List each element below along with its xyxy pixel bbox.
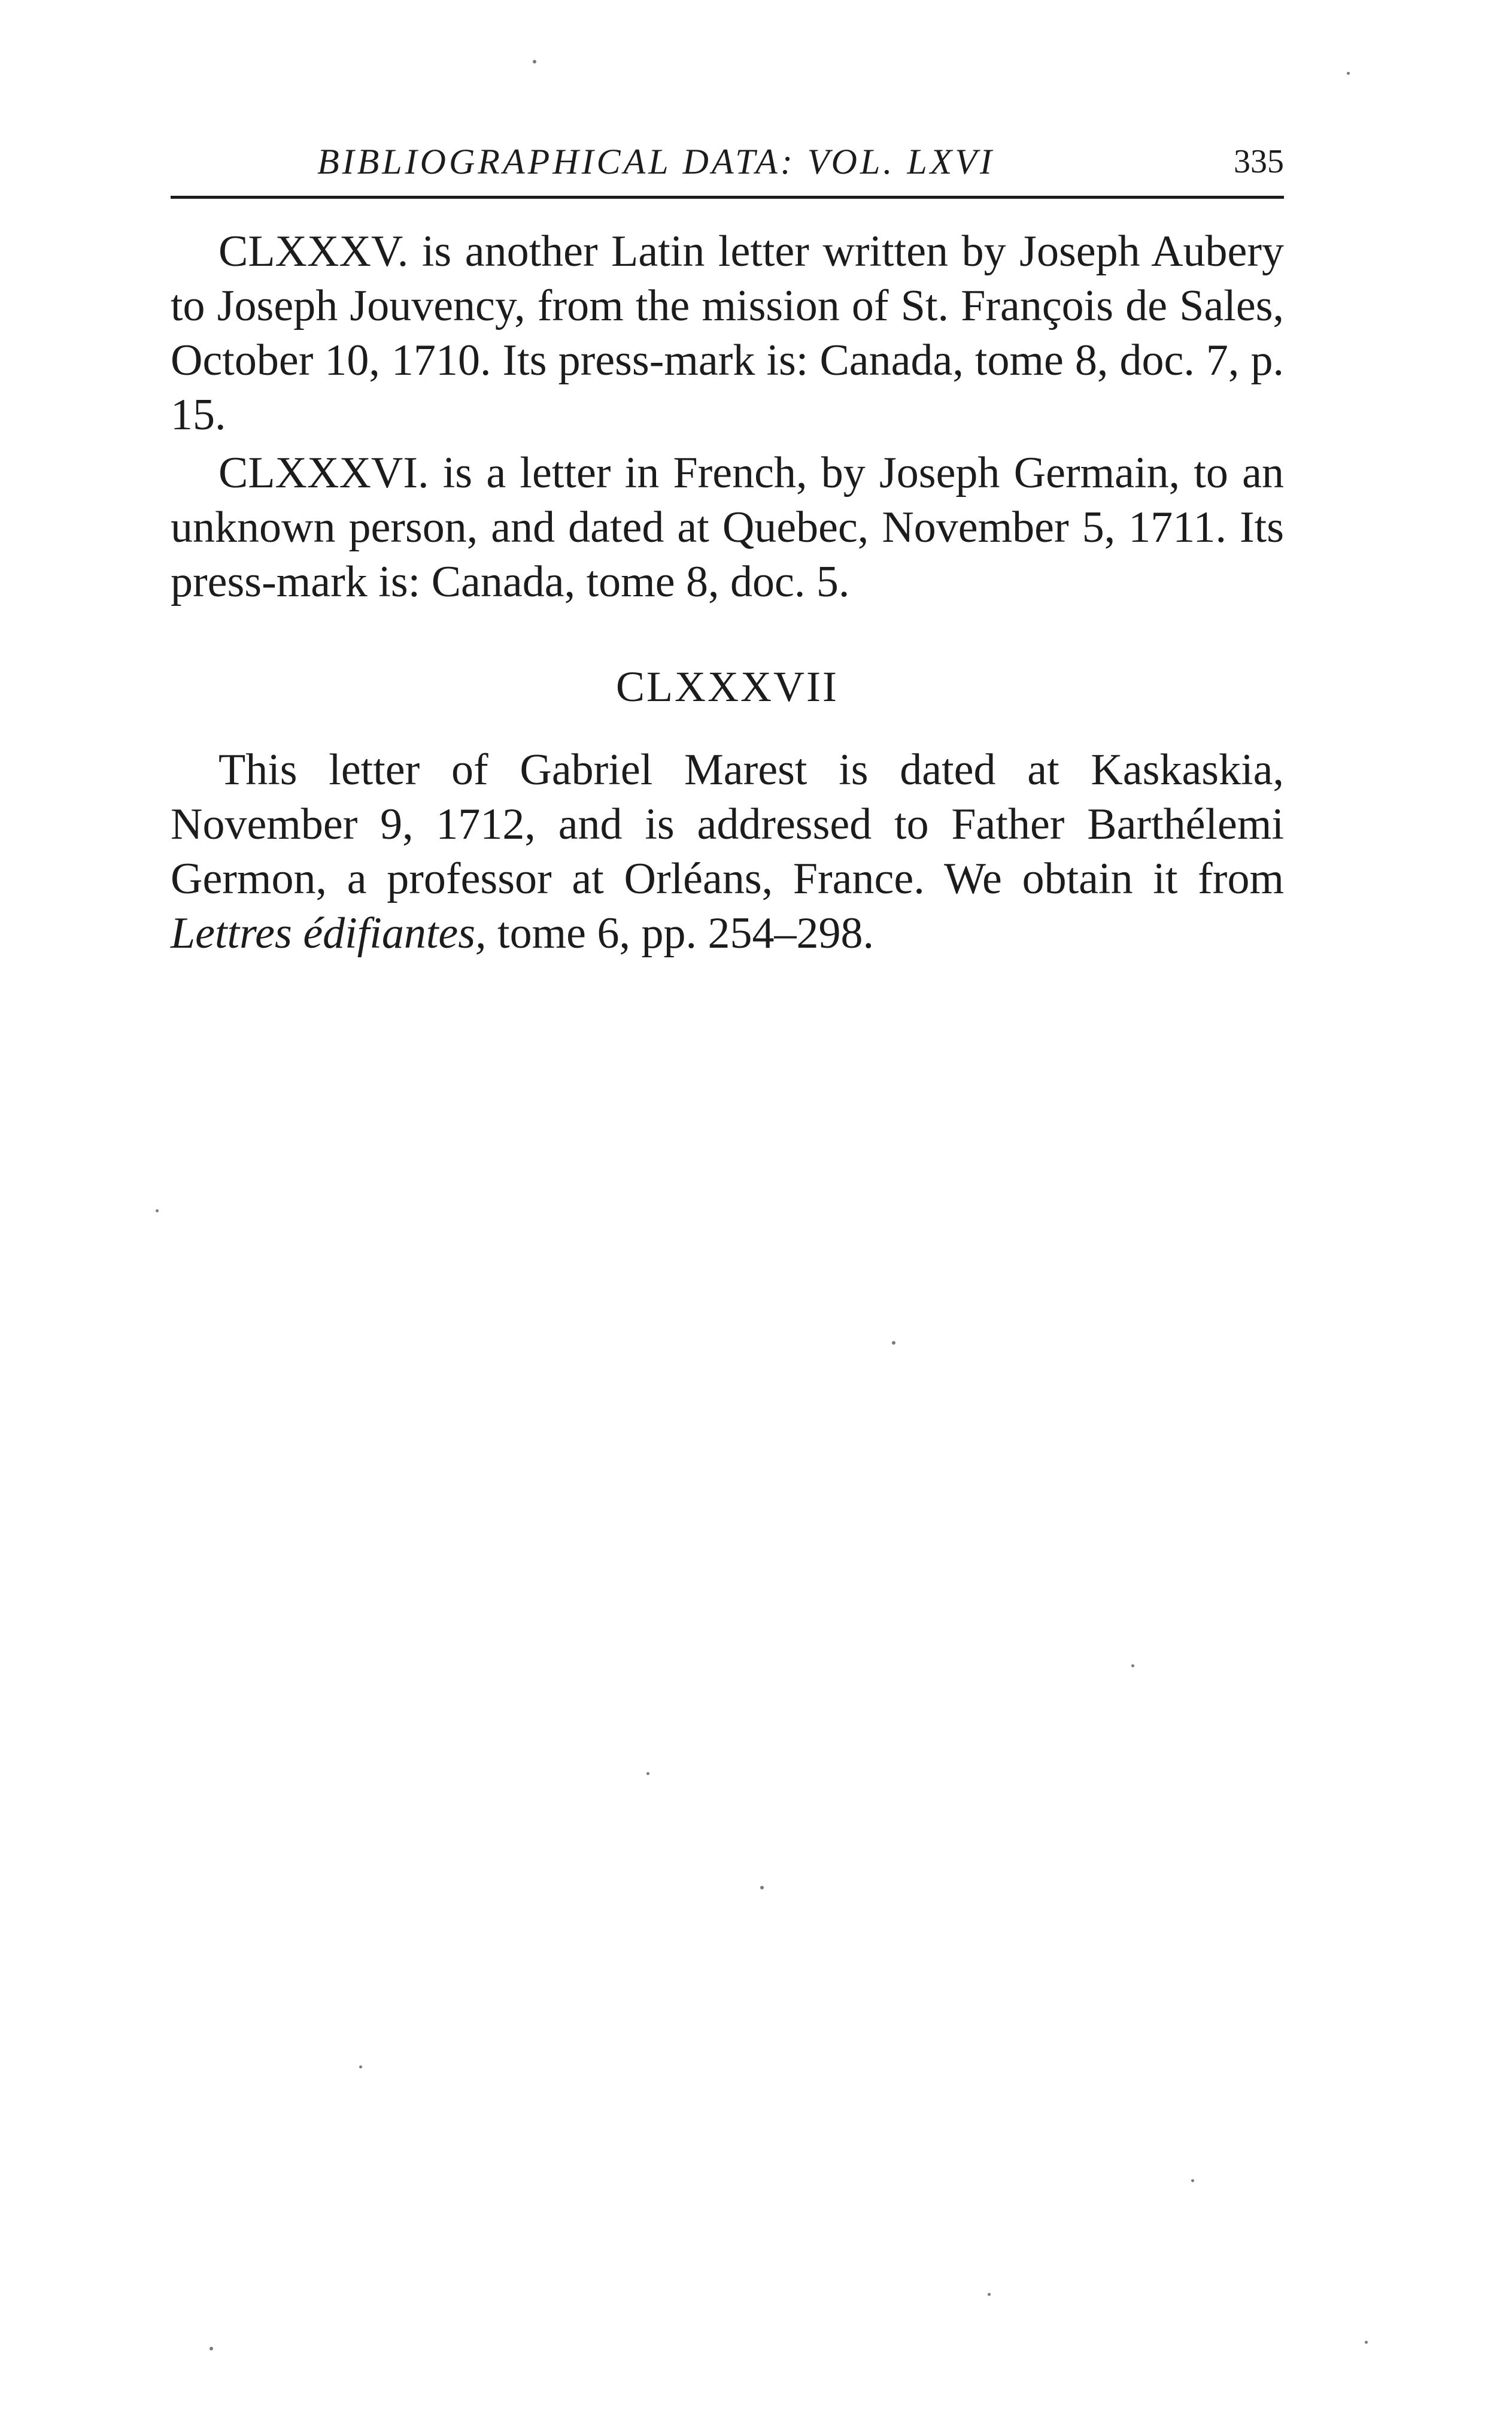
paper-speck xyxy=(760,1886,764,1889)
paragraph-clxxxvii xyxy=(171,743,1284,961)
paper-speck xyxy=(533,60,536,63)
work-title: Lettres édifiantes, xyxy=(171,909,487,958)
paper-speck xyxy=(210,2347,213,2350)
paragraph-text-start: This letter of Gabriel Marest is dated at Kaskaskia, November 9, 1712, and is addressed to Father Barthélemi Germon, a professor at Orléans, France. We obtain it from xyxy=(171,745,1284,903)
section-heading: CLXXXVII xyxy=(616,663,839,711)
paragraph-clxxxvi: CLXXXVI. is a letter in French, by Joseph Germain, to an unknown person, and dated at Quebec, November 5, 1711. Its press-mark is: Canada, tome 8, doc. 5. xyxy=(171,448,1284,606)
paper-speck xyxy=(156,1209,159,1212)
header-rule xyxy=(171,196,1284,199)
paper-speck xyxy=(892,1341,895,1345)
running-head xyxy=(171,135,1284,189)
paragraph-text-end: tome 6, pp. 254–298. xyxy=(486,909,875,958)
paper-speck xyxy=(1191,2179,1194,2182)
paper-speck xyxy=(359,2065,362,2068)
body-text xyxy=(171,225,1284,964)
paper-speck xyxy=(646,1772,649,1775)
paragraph-clxxxv: CLXXXV. is another Latin letter written by Joseph Aubery to Joseph Jouvency, from the mission of St. François de Sales, October 10, 1710. Its press-mark is: Canada, tome 8, doc. 7, p. 15. xyxy=(171,227,1284,439)
paper-speck xyxy=(1131,1664,1134,1667)
page-number: 335 xyxy=(1234,143,1284,180)
paper-speck xyxy=(1347,72,1350,75)
running-title: BIBLIOGRAPHICAL DATA: VOL. LXVI xyxy=(317,142,995,181)
paper-speck xyxy=(988,2293,991,2296)
paper-speck xyxy=(1365,2341,1368,2344)
